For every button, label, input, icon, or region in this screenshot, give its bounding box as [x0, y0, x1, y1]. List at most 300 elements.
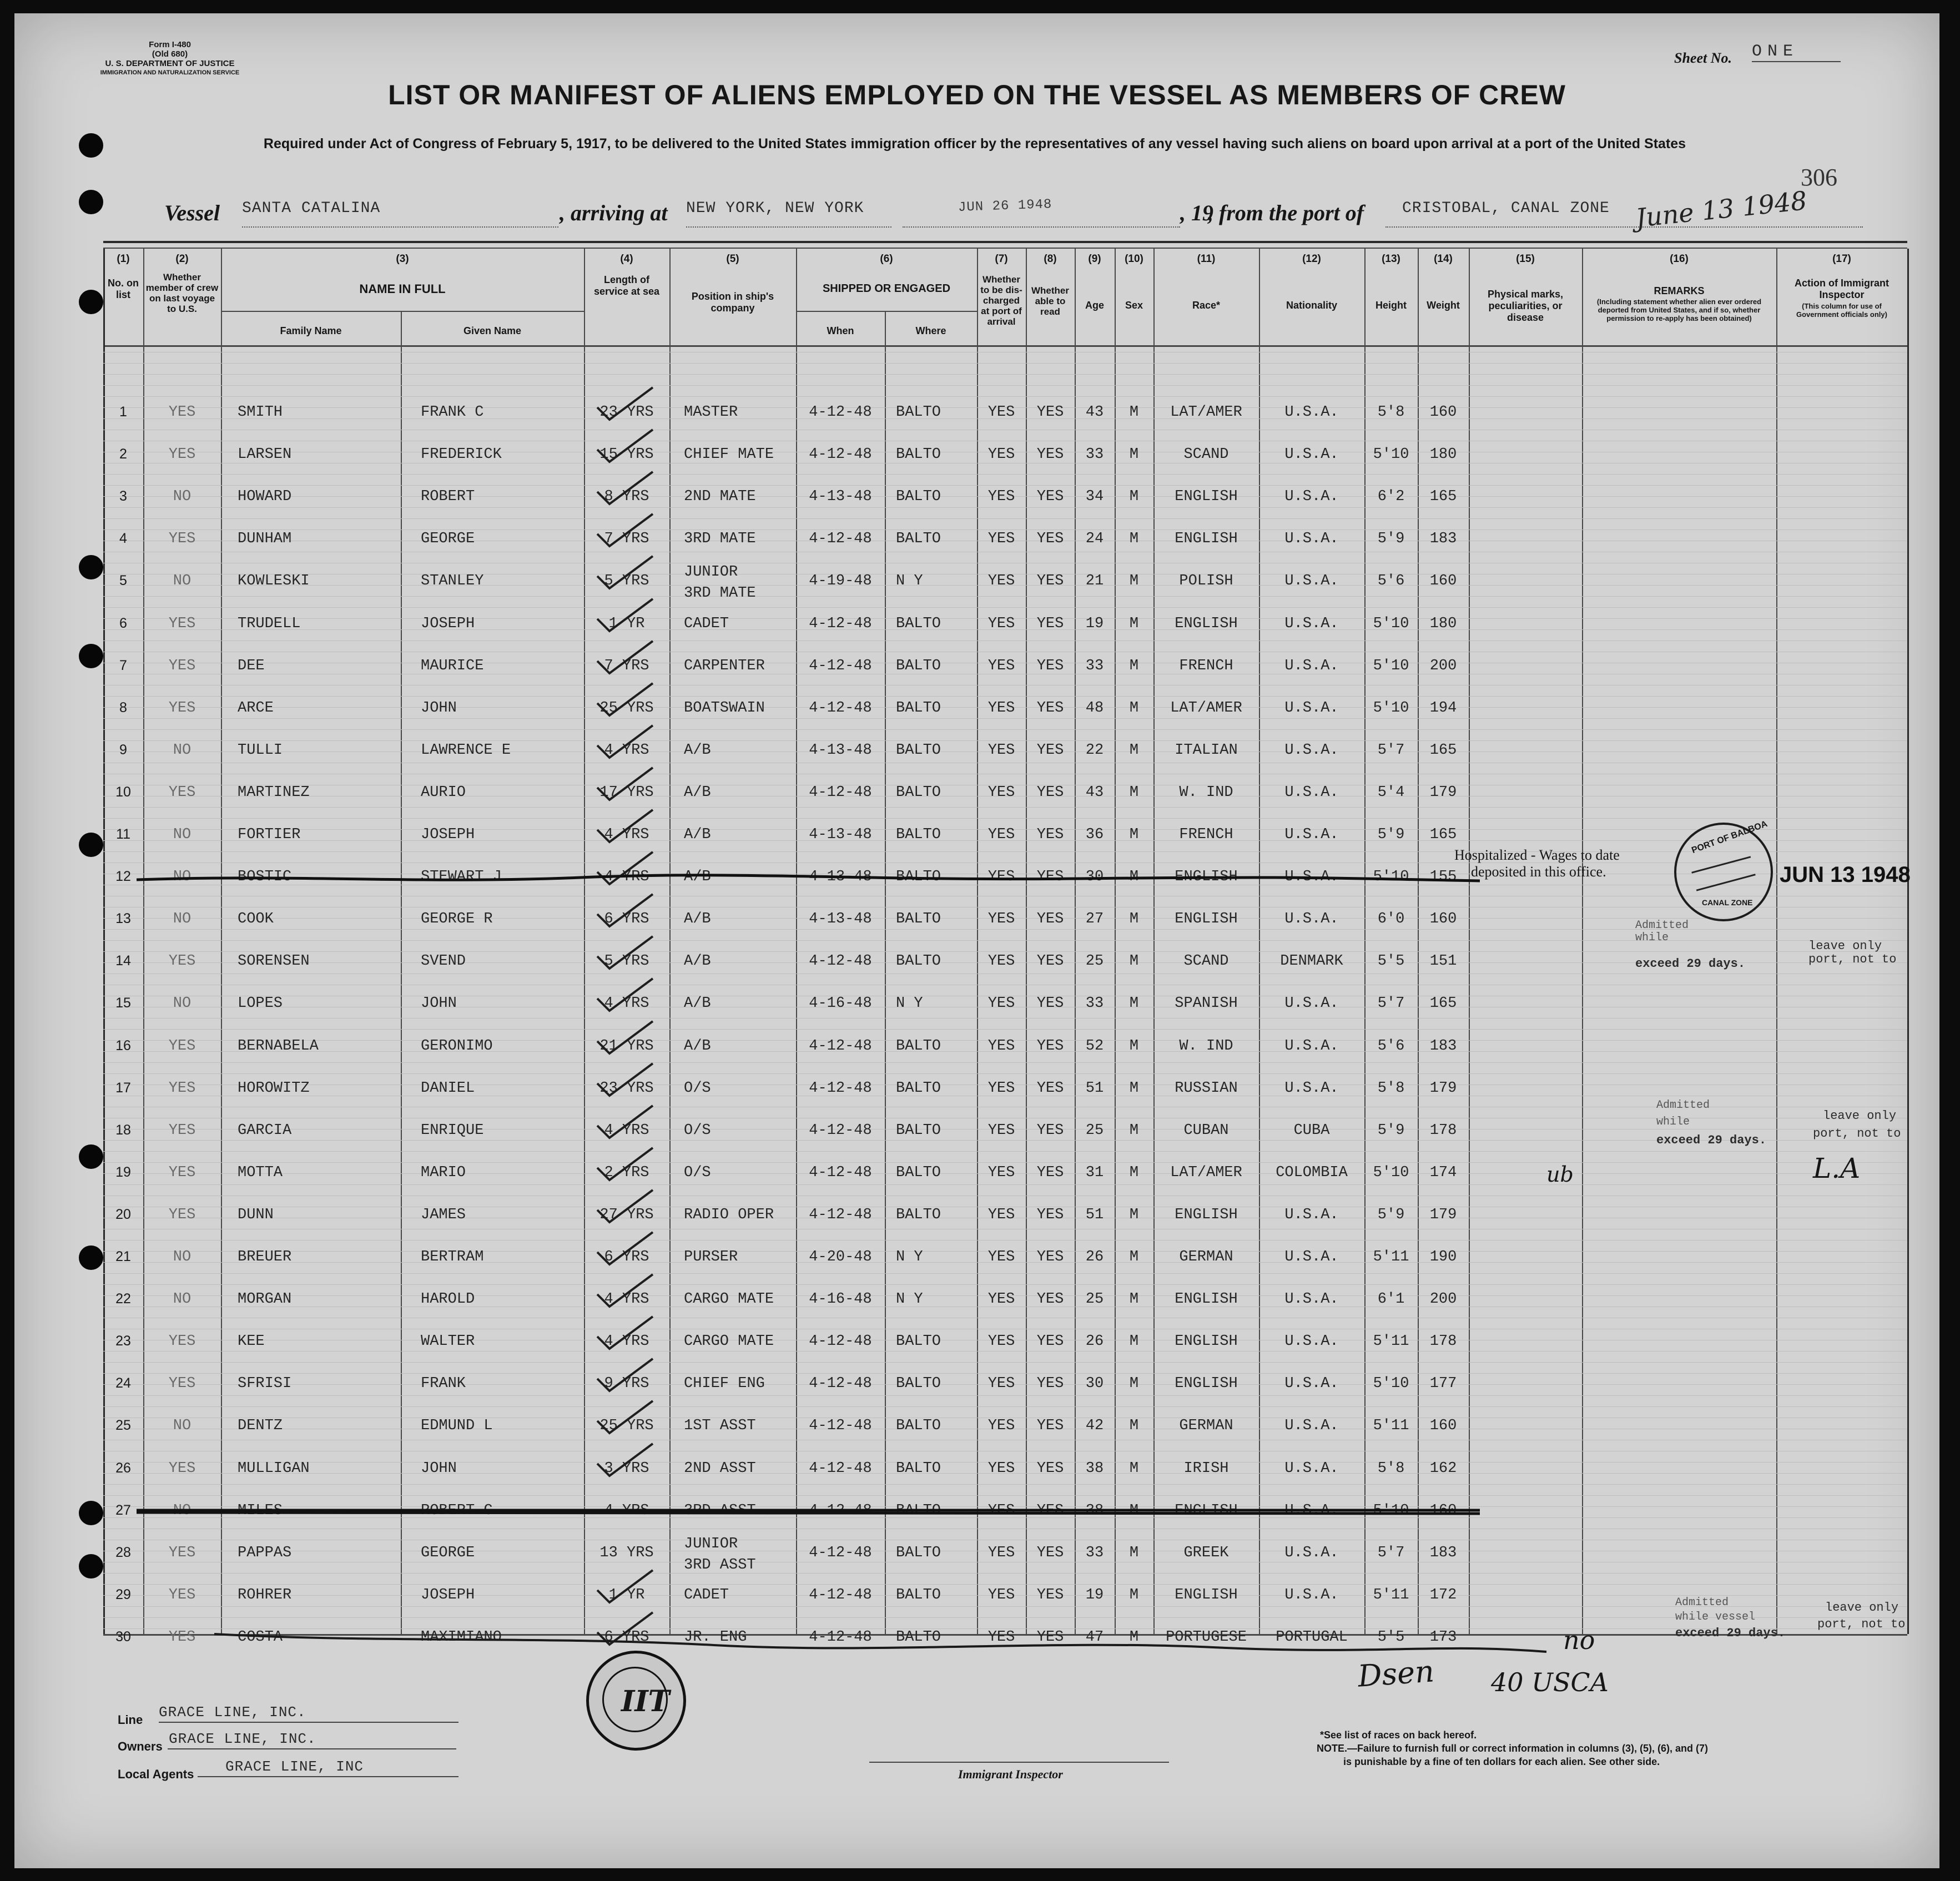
binder-hole: [79, 290, 103, 314]
where-cell: BALTO: [896, 404, 941, 421]
nationality-cell: U.S.A.: [1284, 1460, 1339, 1477]
weight-cell: 162: [1429, 1460, 1457, 1477]
race-cell: ENGLISH: [1175, 1333, 1238, 1350]
where-cell: BALTO: [896, 446, 941, 463]
last-voyage-cell: NO: [173, 1502, 192, 1519]
family-name-cell: DENTZ: [238, 1418, 283, 1434]
age-cell: 30: [1085, 1375, 1104, 1392]
row-number-cell: 10: [115, 784, 131, 800]
column-number: (11): [1197, 253, 1216, 265]
position-line-2: 3RD ASST: [684, 1557, 756, 1574]
from-port-underline: [1385, 226, 1863, 228]
sex-cell: M: [1129, 573, 1139, 589]
header-divider: [796, 311, 977, 312]
where-cell: BALTO: [896, 1333, 941, 1350]
position-cell: A/B: [684, 953, 711, 970]
service-cell: 4 YRS: [604, 1502, 649, 1519]
service-cell: 6 YRS: [604, 1249, 649, 1265]
row-guide-line: [103, 1373, 1907, 1374]
binder-hole: [79, 833, 103, 857]
family-name-cell: SORENSEN: [238, 953, 310, 970]
date-underline: [903, 226, 1180, 228]
form-service: IMMIGRATION AND NATURALIZATION SERVICE: [100, 69, 240, 76]
discharged-cell: YES: [987, 1502, 1015, 1519]
family-name-cell: ROHRER: [238, 1587, 292, 1603]
column-number: (12): [1302, 253, 1321, 265]
height-cell: 5'5: [1377, 953, 1405, 970]
service-cell: 23 YRS: [599, 1080, 654, 1097]
height-cell: 5'7: [1377, 995, 1405, 1012]
given-name-cell: LAWRENCE E: [421, 742, 511, 759]
nationality-cell: U.S.A.: [1284, 1249, 1339, 1265]
inspector-label: Immigrant Inspector: [958, 1767, 1063, 1781]
service-cell: 7 YRS: [604, 658, 649, 674]
row-number-cell: 12: [115, 869, 131, 884]
row-guide-line: [103, 1140, 1907, 1141]
given-name-cell: STEWART J: [421, 869, 502, 885]
last-voyage-cell: YES: [168, 700, 196, 717]
age-cell: 31: [1085, 1164, 1104, 1181]
column-divider: [401, 312, 402, 1634]
race-cell: LAT/AMER: [1170, 1164, 1242, 1181]
sex-cell: M: [1129, 616, 1139, 632]
owners-label: Owners: [118, 1739, 163, 1753]
sex-cell: M: [1129, 1460, 1139, 1477]
row-number-cell: 28: [115, 1545, 131, 1560]
check-mark-icon: [595, 1272, 656, 1311]
local-agents-value: GRACE LINE, INC: [225, 1758, 364, 1775]
header-shipped-engaged: SHIPPED OR ENGAGED: [822, 283, 951, 295]
form-number: Form I-480: [149, 40, 191, 49]
able-to-read-cell: YES: [1036, 1207, 1064, 1223]
when-cell: 4-12-48: [809, 1545, 872, 1561]
family-name-cell: MARTINEZ: [238, 784, 310, 801]
given-name-cell: ROBERT C: [421, 1502, 493, 1519]
row-guide-line: [103, 1617, 1907, 1618]
age-cell: 33: [1085, 1545, 1104, 1561]
check-mark-icon: [595, 1019, 656, 1058]
age-cell: 51: [1085, 1080, 1104, 1097]
check-mark-icon: [595, 976, 656, 1015]
family-name-cell: KOWLESKI: [238, 573, 310, 589]
strike-through-line: [137, 1501, 1480, 1524]
service-cell: 25 YRS: [599, 700, 654, 717]
position-cell: CADET: [684, 1587, 729, 1603]
given-name-cell: JOSEPH: [421, 826, 475, 843]
check-mark-icon: [595, 681, 656, 720]
race-cell: SCAND: [1183, 953, 1229, 970]
family-name-cell: TRUDELL: [238, 616, 301, 632]
sex-cell: M: [1129, 826, 1139, 843]
header-family-name: Family Name: [280, 325, 342, 336]
row-guide-line: [103, 818, 1907, 819]
nationality-cell: U.S.A.: [1284, 995, 1339, 1012]
service-cell: 25 YRS: [599, 1418, 654, 1434]
height-cell: 5'9: [1377, 531, 1405, 547]
position-cell: A/B: [684, 742, 711, 759]
height-cell: 5'7: [1377, 742, 1405, 759]
row-number-cell: 30: [115, 1629, 131, 1645]
column-number: (16): [1670, 253, 1689, 265]
last-voyage-cell: YES: [168, 1080, 196, 1097]
nationality-cell: U.S.A.: [1284, 616, 1339, 632]
row-guide-line: [103, 518, 1907, 519]
discharged-cell: YES: [987, 1122, 1015, 1139]
service-cell: 8 YRS: [604, 488, 649, 505]
age-cell: 21: [1085, 573, 1104, 589]
age-cell: 36: [1085, 826, 1104, 843]
weight-cell: 165: [1429, 488, 1457, 505]
form-title: LIST OR MANIFEST OF ALIENS EMPLOYED ON THE VESSEL AS MEMBERS OF CREW: [388, 79, 1566, 110]
where-cell: BALTO: [896, 1587, 941, 1603]
given-name-cell: JOSEPH: [421, 1587, 475, 1603]
where-cell: BALTO: [896, 1460, 941, 1477]
sex-cell: M: [1129, 1587, 1139, 1603]
last-voyage-cell: NO: [173, 1249, 192, 1265]
row-guide-line: [103, 385, 1907, 386]
sex-cell: M: [1129, 1418, 1139, 1434]
header-length-service: Length of service at sea: [593, 274, 660, 297]
age-cell: 34: [1085, 488, 1104, 505]
row-guide-line: [103, 607, 1907, 608]
able-to-read-cell: YES: [1036, 1460, 1064, 1477]
able-to-read-cell: YES: [1036, 1249, 1064, 1265]
sex-cell: M: [1129, 658, 1139, 674]
stamp-date: JUN 13 1948: [1780, 863, 1911, 887]
column-number: (4): [620, 253, 633, 265]
column-number: (2): [175, 253, 189, 265]
handwritten-signature: Dsen: [1356, 1653, 1435, 1694]
nationality-cell: U.S.A.: [1284, 1375, 1339, 1392]
when-cell: 4-20-48: [809, 1249, 872, 1265]
header-race: Race*: [1192, 300, 1221, 311]
last-voyage-cell: NO: [173, 1291, 192, 1308]
header-when: When: [827, 325, 854, 336]
given-name-cell: JOHN: [421, 995, 457, 1012]
when-cell: 4-16-48: [809, 995, 872, 1012]
discharged-cell: YES: [987, 446, 1015, 463]
handwritten-code: 40 USCA: [1491, 1667, 1609, 1697]
given-name-cell: DANIEL: [421, 1080, 475, 1097]
admit-18-line-1: Admitted: [1656, 1099, 1710, 1112]
nationality-cell: U.S.A.: [1284, 869, 1339, 885]
row-guide-line: [103, 740, 1907, 741]
check-mark-icon: [595, 723, 656, 762]
race-cell: GERMAN: [1179, 1418, 1233, 1434]
family-name-cell: MOTTA: [238, 1164, 283, 1181]
race-cell: ENGLISH: [1175, 1291, 1238, 1308]
row-guide-line: [103, 1273, 1907, 1274]
position-cell: RADIO OPER: [684, 1207, 774, 1223]
able-to-read-cell: YES: [1036, 573, 1064, 589]
header-no-on-list: No. on list: [108, 278, 139, 300]
race-cell: ENGLISH: [1175, 1502, 1238, 1519]
row-guide-line: [103, 596, 1907, 597]
last-voyage-cell: YES: [168, 658, 196, 674]
when-cell: 4-12-48: [809, 1375, 872, 1392]
position-cell: PURSER: [684, 1249, 738, 1265]
able-to-read-cell: YES: [1036, 742, 1064, 759]
row-guide-line: [103, 1184, 1907, 1185]
last-voyage-cell: YES: [168, 404, 196, 421]
where-cell: BALTO: [896, 488, 941, 505]
weight-cell: 173: [1429, 1629, 1457, 1646]
age-cell: 33: [1085, 995, 1104, 1012]
race-cell: W. IND: [1179, 784, 1233, 801]
height-cell: 5'7: [1377, 1545, 1405, 1561]
row-guide-line: [103, 951, 1907, 952]
position-cell: A/B: [684, 1038, 711, 1055]
height-cell: 5'11: [1373, 1587, 1409, 1603]
height-cell: 5'9: [1377, 826, 1405, 843]
service-cell: 1 YR: [608, 1587, 645, 1603]
position-cell: JR. ENG: [684, 1629, 747, 1646]
race-cell: IRISH: [1183, 1460, 1229, 1477]
family-name-cell: FORTIER: [238, 826, 301, 843]
row-guide-line: [103, 1029, 1907, 1030]
given-name-cell: GEORGE: [421, 1545, 475, 1561]
family-name-cell: MORGAN: [238, 1291, 292, 1308]
where-cell: BALTO: [896, 869, 941, 885]
race-cell: POLISH: [1179, 573, 1233, 589]
header-action-sub: (This column for use of Government officials only): [1796, 302, 1887, 319]
given-name-cell: AURIO: [421, 784, 466, 801]
discharged-cell: YES: [987, 616, 1015, 632]
given-name-cell: SVEND: [421, 953, 466, 970]
header-given-name: Given Name: [463, 325, 522, 336]
family-name-cell: LOPES: [238, 995, 283, 1012]
hospitalized-line-1: Hospitalized - Wages to date: [1454, 847, 1620, 863]
where-cell: BALTO: [896, 742, 941, 759]
line-underline: [159, 1722, 458, 1723]
service-cell: 4 YRS: [604, 869, 649, 885]
service-cell: 4 YRS: [604, 742, 649, 759]
race-cell: SPANISH: [1175, 995, 1238, 1012]
column-number: (10): [1125, 253, 1143, 265]
header-where: Where: [915, 325, 946, 336]
last-voyage-cell: NO: [173, 488, 192, 505]
position-cell: [684, 562, 796, 604]
discharged-cell: YES: [987, 1375, 1015, 1392]
nationality-cell: U.S.A.: [1284, 1502, 1339, 1519]
weight-cell: 183: [1429, 531, 1457, 547]
when-cell: 4-13-48: [809, 869, 872, 885]
header-able-to-read: Whether able to read: [1031, 285, 1069, 317]
nationality-cell: U.S.A.: [1284, 658, 1339, 674]
discharged-cell: YES: [987, 995, 1015, 1012]
manifest-sheet: [14, 13, 1939, 1868]
row-number-cell: 26: [115, 1460, 131, 1476]
row-guide-line: [103, 1606, 1907, 1607]
given-name-cell: GEORGE: [421, 531, 475, 547]
row-guide-line: [103, 1495, 1907, 1496]
row-number-cell: 23: [115, 1333, 131, 1349]
row-guide-line: [103, 1284, 1907, 1285]
race-cell: ENGLISH: [1175, 1375, 1238, 1392]
sex-cell: M: [1129, 1502, 1139, 1519]
row-number-cell: 15: [115, 995, 131, 1011]
row-guide-line: [103, 718, 1907, 719]
service-cell: 2 YRS: [604, 1164, 649, 1181]
position-line-1: JUNIOR: [684, 564, 738, 581]
check-mark-icon: [595, 1061, 656, 1100]
given-name-cell: WALTER: [421, 1333, 475, 1350]
row-guide-line: [103, 1584, 1907, 1585]
check-mark-icon: [595, 1568, 656, 1607]
vessel-label: Vessel: [164, 200, 220, 225]
column-divider: [1582, 249, 1583, 1634]
height-cell: 5'6: [1377, 1038, 1405, 1055]
column-number: (5): [726, 253, 739, 265]
form-requirement-text: Required under Act of Congress of February 5, 1917, to be delivered to the United States immigration officer by the representatives of any vessel having such aliens on board upon arrival at a port of the United States: [263, 136, 1686, 152]
table-top-border-inner: [103, 248, 1907, 249]
row-number-cell: 22: [115, 1291, 131, 1307]
discharged-cell: YES: [987, 911, 1015, 927]
discharged-cell: YES: [987, 700, 1015, 717]
row-number-cell: 27: [115, 1502, 131, 1518]
given-name-cell: MAURICE: [421, 658, 484, 674]
position-cell: A/B: [684, 826, 711, 843]
able-to-read-cell: YES: [1036, 616, 1064, 632]
discharged-cell: YES: [987, 784, 1015, 801]
weight-cell: 183: [1429, 1545, 1457, 1561]
header-weight: Weight: [1427, 300, 1460, 311]
when-cell: 4-13-48: [809, 742, 872, 759]
able-to-read-cell: YES: [1036, 869, 1064, 885]
race-cell: RUSSIAN: [1175, 1080, 1238, 1097]
nationality-cell: U.S.A.: [1284, 446, 1339, 463]
when-cell: 4-16-48: [809, 1291, 872, 1308]
vessel-name: SANTA CATALINA: [242, 200, 381, 217]
nationality-cell: U.S.A.: [1284, 784, 1339, 801]
row-guide-line: [103, 529, 1907, 530]
race-cell: ENGLISH: [1175, 616, 1238, 632]
height-cell: 6'2: [1377, 488, 1405, 505]
age-cell: 38: [1085, 1460, 1104, 1477]
given-name-cell: JOHN: [421, 700, 457, 717]
line-label: Line: [118, 1713, 143, 1727]
when-cell: 4-12-48: [809, 1122, 872, 1139]
position-cell: CARGO MATE: [684, 1333, 774, 1350]
check-mark-icon: [595, 639, 656, 678]
weight-cell: 177: [1429, 1375, 1457, 1392]
age-cell: 47: [1085, 1629, 1104, 1646]
weight-cell: 183: [1429, 1038, 1457, 1055]
age-cell: 25: [1085, 1122, 1104, 1139]
given-name-cell: FRANK C: [421, 404, 484, 421]
row-number-cell: 25: [115, 1418, 131, 1433]
when-cell: 4-12-48: [809, 1460, 872, 1477]
given-name-cell: FRANK: [421, 1375, 466, 1392]
height-cell: 5'11: [1373, 1249, 1409, 1265]
height-cell: 5'11: [1373, 1418, 1409, 1434]
when-cell: 4-12-48: [809, 1164, 872, 1181]
age-cell: 52: [1085, 1038, 1104, 1055]
age-cell: 26: [1085, 1249, 1104, 1265]
row-guide-line: [103, 1362, 1907, 1363]
family-name-cell: HOROWITZ: [238, 1080, 310, 1097]
row-number-cell: 18: [115, 1122, 131, 1138]
sex-cell: M: [1129, 1207, 1139, 1223]
port-of-balboa-stamp: [1674, 819, 1773, 921]
family-name-cell: BOSTIC: [238, 869, 292, 885]
last-voyage-cell: YES: [168, 784, 196, 801]
row-number-cell: 2: [119, 446, 127, 462]
admit-30-line-2: while vessel: [1675, 1611, 1756, 1623]
given-name-cell: ROBERT: [421, 488, 475, 505]
age-cell: 27: [1085, 911, 1104, 927]
nationality-cell: U.S.A.: [1284, 1291, 1339, 1308]
check-mark-icon: [595, 1399, 656, 1438]
where-cell: BALTO: [896, 658, 941, 674]
sex-cell: M: [1129, 742, 1139, 759]
height-cell: 5'8: [1377, 404, 1405, 421]
age-cell: 30: [1085, 869, 1104, 885]
stamp-ring-top: PORT OF BALBOA: [1690, 819, 1769, 856]
able-to-read-cell: YES: [1036, 404, 1064, 421]
service-cell: 17 YRS: [599, 784, 654, 801]
age-cell: 19: [1085, 1587, 1104, 1603]
when-cell: 4-12-48: [809, 1333, 872, 1350]
service-cell: 27 YRS: [599, 1207, 654, 1223]
last-voyage-cell: YES: [168, 1038, 196, 1055]
last-voyage-cell: YES: [168, 1545, 196, 1561]
position-cell: A/B: [684, 911, 711, 927]
nationality-cell: U.S.A.: [1284, 742, 1339, 759]
footer-note-3: is punishable by a fine of ten dollars for each alien. See other side.: [1343, 1756, 1660, 1767]
weight-cell: 151: [1429, 953, 1457, 970]
when-cell: 4-12-48: [809, 1207, 872, 1223]
height-cell: 5'10: [1373, 1164, 1409, 1181]
when-cell: 4-12-48: [809, 1038, 872, 1055]
when-cell: 4-13-48: [809, 488, 872, 505]
header-height: Height: [1375, 300, 1407, 311]
discharged-cell: YES: [987, 488, 1015, 505]
footer-notes: [1317, 1728, 1708, 1768]
discharged-cell: YES: [987, 1207, 1015, 1223]
height-cell: 5'5: [1377, 1629, 1405, 1646]
check-mark-icon: [595, 1356, 656, 1395]
where-cell: BALTO: [896, 1080, 941, 1097]
given-name-cell: HAROLD: [421, 1291, 475, 1308]
discharged-cell: YES: [987, 826, 1015, 843]
weight-cell: 160: [1429, 911, 1457, 927]
height-cell: 5'11: [1373, 1333, 1409, 1350]
last-voyage-cell: YES: [168, 1375, 196, 1392]
where-cell: BALTO: [896, 784, 941, 801]
row-number-cell: 24: [115, 1375, 131, 1391]
from-port-label: , from the port of: [1208, 200, 1364, 225]
where-cell: BALTO: [896, 616, 941, 632]
where-cell: BALTO: [896, 826, 941, 843]
row-number-cell: 5: [119, 573, 127, 588]
given-name-cell: STANLEY: [421, 573, 484, 589]
nationality-cell: U.S.A.: [1284, 573, 1339, 589]
race-cell: ENGLISH: [1175, 911, 1238, 927]
column-number: (6): [880, 253, 893, 265]
age-cell: 51: [1085, 1207, 1104, 1223]
where-cell: N Y: [896, 573, 923, 589]
service-cell: 6 YRS: [604, 1629, 649, 1646]
when-cell: 4-12-48: [809, 1418, 872, 1434]
footer-note-1: *See list of races on back hereof.: [1320, 1729, 1477, 1741]
row-guide-line: [103, 696, 1907, 697]
column-number: (15): [1516, 253, 1535, 265]
weight-cell: 179: [1429, 784, 1457, 801]
column-divider: [669, 249, 671, 1634]
discharged-cell: YES: [987, 658, 1015, 674]
nationality-cell: U.S.A.: [1284, 1207, 1339, 1223]
